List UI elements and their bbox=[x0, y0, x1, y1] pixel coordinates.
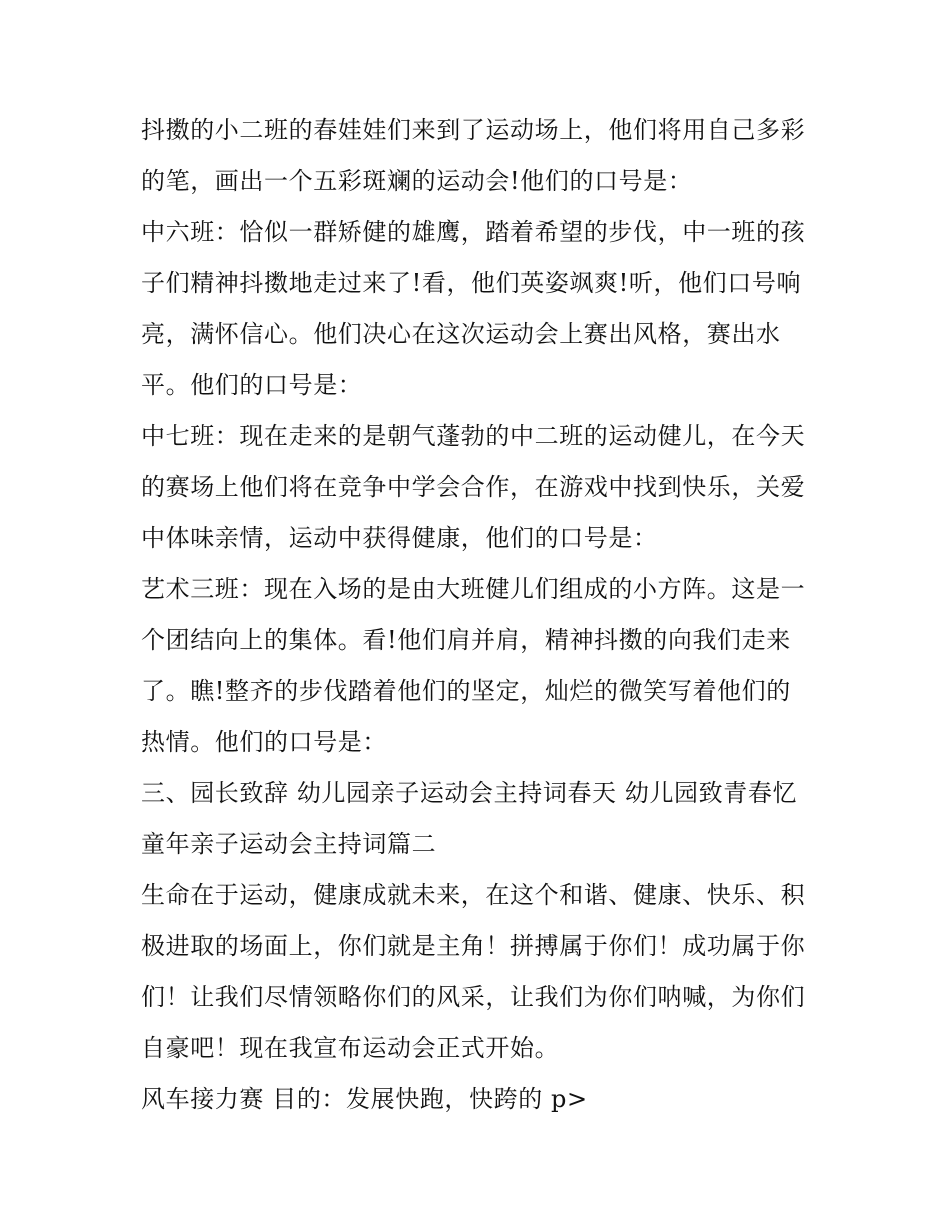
text-line: 抖擞的小二班的春娃娃们来到了运动场上，他们将用自己多彩 bbox=[141, 116, 806, 144]
text-line: 中体味亲情，运动中获得健康，他们的口号是： bbox=[141, 524, 658, 552]
text-line: 自豪吧！现在我宣布运动会正式开始。 bbox=[141, 1034, 560, 1062]
text-line: 们！让我们尽情领略你们的风采，让我们为你们呐喊，为你们 bbox=[141, 983, 806, 1011]
text-line: 中六班：恰似一群矫健的雄鹰，踏着希望的步伐，中一班的孩 bbox=[141, 218, 806, 246]
text-line: 风车接力赛 目的：发展快跑，快跨的 p> bbox=[141, 1085, 588, 1113]
text-line: 的笔，画出一个五彩斑斓的运动会!他们的口号是： bbox=[141, 167, 693, 195]
text-line: 生命在于运动，健康成就未来，在这个和谐、健康、快乐、积 bbox=[141, 881, 806, 909]
text-line: 三、园长致辞 幼儿园亲子运动会主持词春天 幼儿园致青春忆 bbox=[141, 779, 798, 807]
text-line: 了。瞧!整齐的步伐踏着他们的坚定，灿烂的微笑写着他们的 bbox=[141, 677, 791, 705]
text-line: 子们精神抖擞地走过来了!看，他们英姿飒爽!听，他们口号响 bbox=[141, 269, 802, 297]
text-line: 艺术三班：现在入场的是由大班健儿们组成的小方阵。这是一 bbox=[141, 575, 806, 603]
text-line: 个团结向上的集体。看!他们肩并肩，精神抖擞的向我们走来 bbox=[141, 626, 791, 654]
text-line: 极进取的场面上，你们就是主角！拼搏属于你们！成功属于你 bbox=[141, 932, 806, 960]
text-line: 热情。他们的口号是： bbox=[141, 728, 387, 756]
text-line: 亮，满怀信心。他们决心在这次运动会上赛出风格，赛出水 bbox=[141, 320, 781, 348]
text-line: 童年亲子运动会主持词篇二 bbox=[141, 830, 437, 858]
text-line: 平。他们的口号是： bbox=[141, 371, 363, 399]
text-line: 中七班：现在走来的是朝气蓬勃的中二班的运动健儿，在今天 bbox=[141, 422, 806, 450]
text-line: 的赛场上他们将在竞争中学会合作，在游戏中找到快乐，关爱 bbox=[141, 473, 806, 501]
document-body bbox=[141, 105, 821, 1125]
